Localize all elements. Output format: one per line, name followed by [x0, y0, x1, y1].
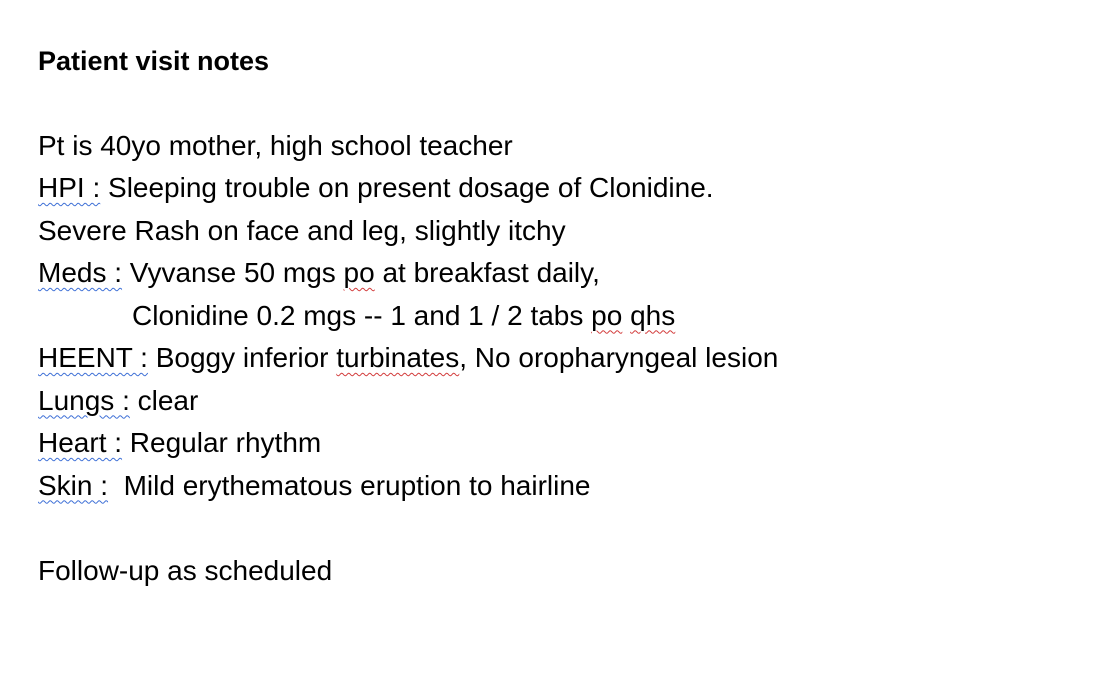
heart-text: Regular rhythm [122, 427, 322, 458]
document-body [38, 40, 1078, 592]
meds-text-2a: Clonidine 0.2 mgs -- 1 and 1 / 2 tabs [132, 299, 592, 331]
hpi-text: Sleeping trouble on present dosage of Clonidine. [100, 172, 714, 203]
heart-label: Heart : [38, 427, 123, 458]
blank-line [38, 507, 1078, 550]
skin-text: Mild erythematous eruption to hairline [108, 469, 591, 501]
hpi-label: HPI : [38, 172, 101, 203]
heent-text-b: , No oropharyngeal lesion [459, 342, 779, 373]
meds-line-1 [38, 252, 1078, 295]
lungs-text: clear [129, 384, 199, 416]
rash-line: Severe Rash on face and leg, slightly itchy [38, 214, 566, 246]
blank-line [38, 82, 1078, 125]
skin-label: Skin : [38, 469, 109, 501]
meds-space-2 [622, 300, 630, 331]
meds-qhs: qhs [630, 299, 676, 331]
heent-text-a: Boggy inferior [147, 342, 337, 373]
heent-label: HEENT : [38, 342, 148, 373]
document-title: Patient visit notes [38, 46, 270, 76]
meds-text-1b: at breakfast daily, [374, 257, 600, 288]
lungs-label: Lungs : [38, 384, 130, 416]
heart-line [38, 422, 1078, 465]
hpi-line [38, 167, 1078, 210]
meds-line-2 [38, 295, 1078, 338]
heent-turbinates: turbinates [336, 342, 460, 373]
followup-line: Follow-up as scheduled [38, 554, 333, 586]
heent-line [38, 337, 1078, 380]
meds-label: Meds : [38, 257, 123, 288]
skin-line [38, 465, 1078, 508]
meds-po-1: po [343, 257, 375, 288]
lungs-line [38, 380, 1078, 423]
meds-text-1a: Vyvanse 50 mgs [122, 257, 344, 288]
meds-po-2: po [591, 299, 623, 331]
intro-line: Pt is 40yo mother, high school teacher [38, 129, 513, 161]
